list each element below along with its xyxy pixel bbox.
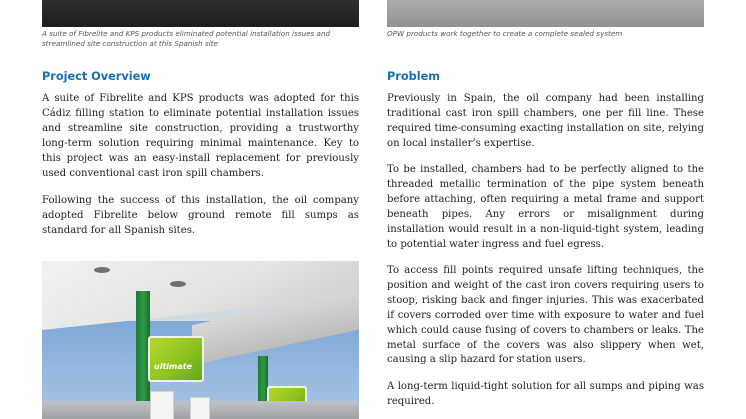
paragraph: A suite of Fibrelite and KPS products was adopted for this Cádiz filling station to eliminate potential installation issues and streamline site construction, providing a trustworthy long-term solution requiring minimal maintenance. Key to this project was an easy-install replacement for previously used conventional cast iron spill chambers. xyxy=(42,93,359,179)
fuel-pump xyxy=(190,397,210,419)
photo-caption-left: A suite of Fibrelite and KPS products eliminated potential installation issues and streamlined site construction at this Spanish site xyxy=(42,29,331,48)
section-heading-project-overview: Project Overview xyxy=(42,70,151,83)
paragraph: To access fill points required unsafe lifting techniques, the position and weight of the cast iron covers requiring users to stoop, risking back and finger injuries. This was exacerbated if covers corroded over time with exposure to water and fuel which could cause fusing of covers to chambers or leaks. The metal surface of the covers was also slippery when wet, causing a slip hazard for station users. xyxy=(387,265,704,366)
section-heading-problem: Problem xyxy=(387,70,441,83)
photo-caption-right: OPW products work together to create a complete sealed system xyxy=(387,29,623,38)
paragraph: A long-term liquid-tight solution for all sumps and piping was required. xyxy=(387,381,704,407)
installation-photo xyxy=(42,0,359,27)
sign-brand-text: ultimate xyxy=(154,362,192,371)
paragraph: To be installed, chambers had to be perfectly aligned to the threaded metallic termination of the pipe system beneath before attaching, often requiring a metal frame and support beneath pipes. Any errors or misalignment during installation would result in a non-liquid-tight system, leading to potential water ingress and fuel egress. xyxy=(387,164,704,250)
paragraph: Following the success of this installation, the oil company adopted Fibrelite below ground remote fill sumps as standard for all Spanish sites. xyxy=(42,195,359,236)
station-sign xyxy=(148,336,204,382)
paragraph: Previously in Spain, the oil company had been installing traditional cast iron spill chambers, one per fill line. These required time-consuming exacting installation on site, relying on local installer’s expertise. xyxy=(387,93,704,149)
filling-station-photo xyxy=(42,261,359,419)
fuel-pump xyxy=(150,391,174,419)
canopy-light xyxy=(94,267,110,273)
sealed-system-photo xyxy=(387,0,704,27)
canopy-light xyxy=(170,281,186,287)
